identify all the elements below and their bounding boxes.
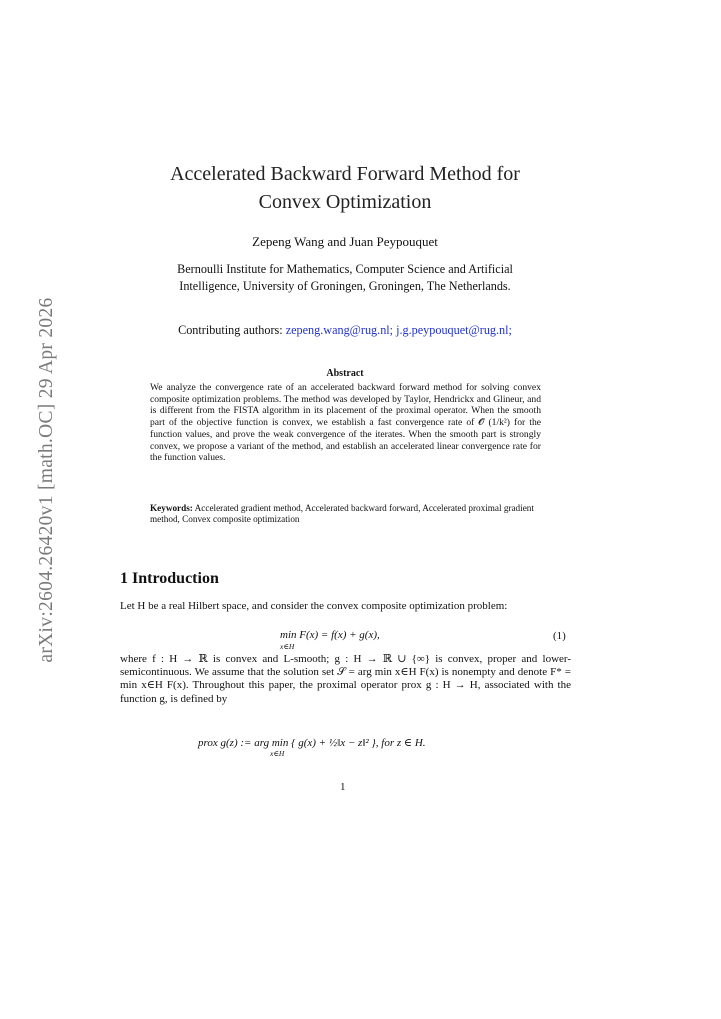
contributing-authors: Contributing authors: zepeng.wang@rug.nl; j.g.peypouquet@rug.nl;	[178, 323, 512, 337]
keywords-list: Accelerated gradient method, Accelerated backward forward, Accelerated proximal gradient method, Convex composite optimization	[150, 503, 534, 524]
arxiv-identifier: arXiv:2604.26420v1 [math.OC] 29 Apr 2026	[36, 297, 57, 663]
email-link-2[interactable]: j.g.peypouquet@rug.nl	[396, 323, 509, 337]
intro-paragraph-1: Let H be a real Hilbert space, and consider the convex composite optimization problem:	[120, 600, 508, 612]
equation-2-subscript: x∈H	[270, 749, 285, 758]
paper-title	[120, 160, 570, 216]
keywords-label: Keywords:	[150, 503, 193, 513]
equation-2-body: prox g(z) := arg min { g(x) + ½‖x − z‖² }, for z ∈ H.	[198, 737, 426, 749]
contrib-label: Contributing authors:	[178, 323, 286, 337]
keywords	[150, 503, 541, 525]
email-link-1[interactable]: zepeng.wang@rug.nl	[285, 323, 390, 337]
affiliation-line-2: Intelligence, University of Groningen, Groningen, The Netherlands.	[179, 279, 511, 293]
equation-1	[280, 629, 380, 651]
page-number: 1	[340, 781, 346, 793]
email-separator: ;	[389, 323, 397, 337]
authors: Zepeng Wang and Juan Peypouquet	[252, 234, 438, 249]
abstract-text: We analyze the convergence rate of an accelerated backward forward method for solving convex composite optimization problems. The method was developed by Taylor, Hendrickx and Glineur, and is different from the FISTA algorithm in its placement of the proximal operator. When the smooth part of the objective function is convex, we establish a fast convergence rate of 𝓞 (1/k²) for the function values, and prove the weak convergence of the iterates. When the smooth part is strongly convex, we propose a variant of the method, and establish an accelerated linear convergence rate for the function values.	[150, 382, 541, 464]
title-line-1: Accelerated Backward Forward Method for	[170, 163, 520, 185]
affiliation	[120, 261, 570, 295]
abstract-heading: Abstract	[326, 368, 364, 379]
intro-paragraph-2: where f : H → ℝ is convex and L-smooth; g : H → ℝ ∪ {∞} is convex, proper and lower-semicontinuous. We assume that the solution set 𝒮 = arg min x∈H F(x) is nonempty and denote F* = min x∈H F(x). Throughout this paper, the proximal operator prox g : H → H, associated with the function g, is defined by	[120, 653, 571, 705]
equation-1-number: (1)	[553, 630, 566, 642]
equation-2	[198, 736, 426, 758]
equation-1-subscript: x∈H	[280, 642, 295, 651]
title-line-2: Convex Optimization	[258, 191, 432, 213]
equation-1-body: min F(x) = f(x) + g(x),	[280, 629, 380, 641]
affiliation-line-1: Bernoulli Institute for Mathematics, Computer Science and Artificial	[177, 262, 513, 276]
section-heading: 1 Introduction	[120, 570, 219, 587]
